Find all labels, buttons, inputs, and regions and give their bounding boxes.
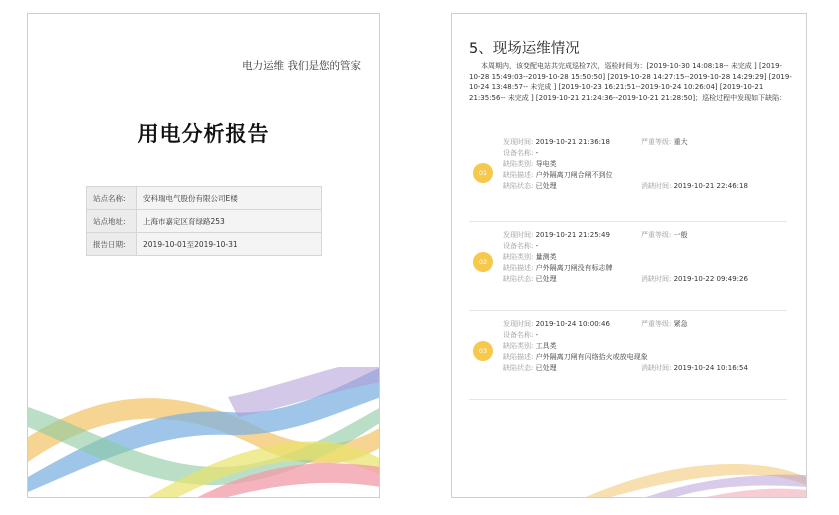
defect-status: 已处理 <box>535 275 557 283</box>
info-value: 安科瑞电气股份有限公司E楼 <box>137 187 322 210</box>
defect-status: 已处理 <box>535 364 557 372</box>
info-row-station-address <box>87 210 322 233</box>
field-label: 消缺时间: <box>641 275 672 283</box>
info-label: 报告日期: <box>87 233 137 256</box>
info-label: 站点地址: <box>87 210 137 233</box>
field-label: 缺陷类别: <box>503 342 534 350</box>
found-time: 2019-10-24 10:00:46 <box>535 320 610 328</box>
severity: 一般 <box>673 231 688 239</box>
decorative-waves <box>586 445 806 497</box>
cover-title: 用电分析报告 <box>137 122 270 146</box>
field-label: 缺陷状态: <box>503 275 534 283</box>
field-label: 严重等级: <box>641 320 672 328</box>
device-name: - <box>535 242 539 250</box>
field-label: 发现时间: <box>503 138 534 146</box>
cleared-time: 2019-10-21 22:46:18 <box>673 182 748 190</box>
field-label: 缺陷类别: <box>503 253 534 261</box>
section-title: 5、现场运维情况 <box>469 41 580 57</box>
field-label: 缺陷描述: <box>503 171 534 179</box>
cover-slogan: 电力运维 我们是您的管家 <box>242 60 361 72</box>
defect-item <box>469 137 787 222</box>
defect-category: 工具类 <box>535 342 557 350</box>
device-name: - <box>535 149 539 157</box>
defect-description: 户外隔离刀闸没有标志牌 <box>535 264 613 272</box>
field-label: 缺陷描述: <box>503 264 534 272</box>
info-row-report-date <box>87 233 322 256</box>
field-label: 缺陷状态: <box>503 364 534 372</box>
defect-item <box>469 226 787 311</box>
field-label: 缺陷描述: <box>503 353 534 361</box>
defect-category: 量测类 <box>535 253 557 261</box>
decorative-waves <box>28 367 380 497</box>
field-label: 消缺时间: <box>641 182 672 190</box>
field-label: 严重等级: <box>641 138 672 146</box>
defect-status: 已处理 <box>535 182 557 190</box>
field-label: 设备名称: <box>503 242 534 250</box>
field-label: 设备名称: <box>503 149 534 157</box>
defect-description: 户外隔离刀闸有闪络拾火或放电现象 <box>535 353 648 361</box>
report-cover-page <box>27 13 380 498</box>
cleared-time: 2019-10-24 10:16:54 <box>673 364 748 372</box>
field-label: 缺陷状态: <box>503 182 534 190</box>
station-info-table <box>86 186 322 256</box>
found-time: 2019-10-21 21:36:18 <box>535 138 610 146</box>
defect-number-badge: 01 <box>473 163 493 183</box>
field-label: 发现时间: <box>503 320 534 328</box>
found-time: 2019-10-21 21:25:49 <box>535 231 610 239</box>
field-label: 发现时间: <box>503 231 534 239</box>
info-label: 站点名称: <box>87 187 137 210</box>
defect-description: 户外隔离刀闸合闸不到位 <box>535 171 613 179</box>
info-row-station-name <box>87 187 322 210</box>
cleared-time: 2019-10-22 09:49:26 <box>673 275 748 283</box>
defect-number-badge: 03 <box>473 341 493 361</box>
device-name: - <box>535 331 539 339</box>
defect-list <box>469 137 787 404</box>
report-section-page <box>451 13 807 498</box>
severity: 重大 <box>673 138 688 146</box>
inspection-summary: 本周期内，该变配电站共完成巡检7次，巡检时间为：[2019-10-30 14:08:18-- 未完成 ] [2019-10-28 15:49:03--2019-10-28 15:50:50] [2019-10-28 14:27:15--2019-10-28 14:29:29] [2019-10-24 13:48:57-- 未完成 ] [2019-10-23 16:21:51--2019-10-24 10:26:04] [2019-10-21 21:35:56-- 未完成 ] [2019-10-21 21:24:36--2019-10-21 21:28:50]；巡检过程中发现如下缺陷： <box>469 62 792 102</box>
severity: 紧急 <box>673 320 688 328</box>
defect-number-badge: 02 <box>473 252 493 272</box>
info-value: 2019-10-01至2019-10-31 <box>137 233 322 256</box>
defect-item <box>469 315 787 400</box>
field-label: 设备名称: <box>503 331 534 339</box>
field-label: 严重等级: <box>641 231 672 239</box>
field-label: 缺陷类别: <box>503 160 534 168</box>
defect-category: 导电类 <box>535 160 557 168</box>
info-value: 上海市嘉定区育绿路253 <box>137 210 322 233</box>
field-label: 消缺时间: <box>641 364 672 372</box>
